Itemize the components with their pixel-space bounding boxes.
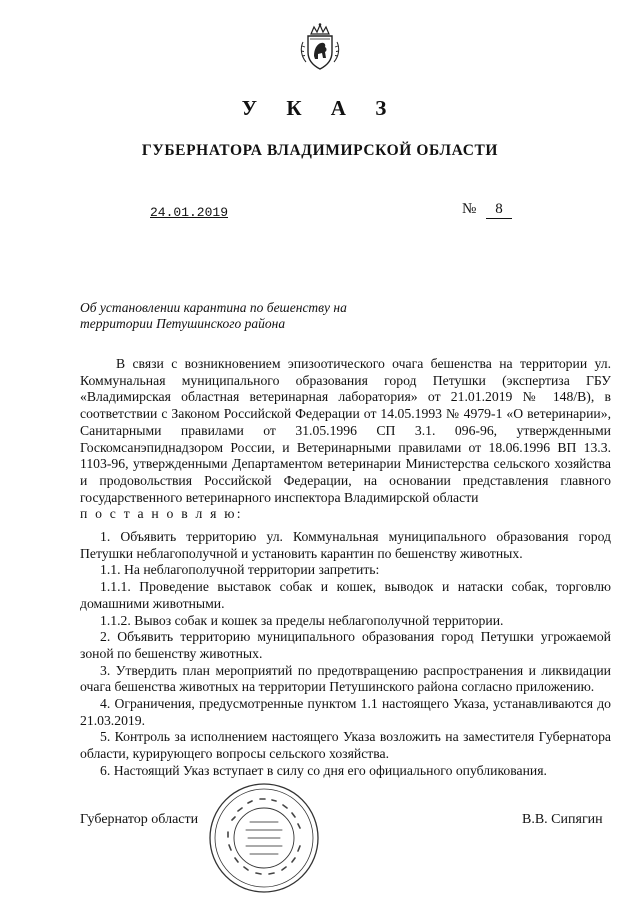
issuer-title: ГУБЕРНАТОРА ВЛАДИМИРСКОЙ ОБЛАСТИ bbox=[141, 142, 499, 159]
decree-item: 5. Контроль за исполнением настоящего Указа возложить на заместителя Губернатора области, курирующего вопросы сельского хозяйства. bbox=[80, 729, 611, 762]
document-type-title: У К А З bbox=[241, 96, 399, 120]
preamble-paragraph: В связи с возникновением эпизоотического очага бешенства на территории ул. Коммунальная муниципального образования город Петушки (экспертиза ГБУ «Владимирская областная ветеринарная лаборатория» от 21.01.2019 № 148/В), в соответствии с Законом Российской Федерации от 14.05.1993 № 4979-1 «О ветеринарии», Санитарными правилами от 31.05.1996 СП 3.1. 096-96, утвержденными Госкомсанэпиднадзором России, и Ветеринарными правилами от 18.06.1996 ВП 13.3. 1103-96, утвержденными Департаментом ветеринарии Министерства сельского хозяйства и продовольствия Российской Федерации, на основании представления главного государственного ветеринарного инспектора Владимирской области bbox=[80, 356, 611, 505]
decree-date: 24.01.2019 bbox=[150, 205, 229, 220]
decree-item: 1. Объявить территорию ул. Коммунальная муниципального образования город Петушки неблагополучной и установить карантин по бешенству животных. bbox=[80, 529, 611, 561]
decree-item: 1.1.1. Проведение выставок собак и кошек, выводок и натаски собак, торговлю домашними животными. bbox=[80, 579, 611, 611]
decree-number: 8 bbox=[486, 201, 512, 219]
decree-item: 1.1. На неблагополучной территории запретить: bbox=[100, 562, 380, 578]
decree-body bbox=[80, 356, 611, 780]
subject-line: территории Петушинского района bbox=[80, 316, 286, 331]
subject-line: Об установлении карантина по бешенству на bbox=[80, 300, 347, 315]
decree-subject bbox=[80, 300, 380, 332]
signer-name: В.В. Сипягин bbox=[522, 812, 603, 827]
decree-item: 4. Ограничения, предусмотренные пунктом 1.1 настоящего Указа, устанавливаются до 21.03.2019. bbox=[80, 696, 611, 728]
decree-number-label: № bbox=[462, 201, 477, 217]
official-stamp-icon bbox=[206, 780, 322, 896]
coat-of-arms-icon bbox=[297, 22, 343, 72]
decree-word: п о с т а н о в л я ю: bbox=[80, 506, 243, 522]
decree-item: 6. Настоящий Указ вступает в силу со дня его официального опубликования. bbox=[100, 762, 547, 778]
signer-title: Губернатор области bbox=[80, 812, 199, 827]
decree-item: 3. Утвердить план мероприятий по предотвращению распространения и ликвидации очага бешенства животных на территории Петушинского района согласно приложению. bbox=[80, 662, 611, 695]
decree-item: 2. Объявить территорию муниципального образования город Петушки угрожаемой зоной по бешенству животных. bbox=[80, 629, 611, 661]
decree-item: 1.1.2. Вывоз собак и кошек за пределы неблагополучной территории. bbox=[100, 612, 504, 628]
